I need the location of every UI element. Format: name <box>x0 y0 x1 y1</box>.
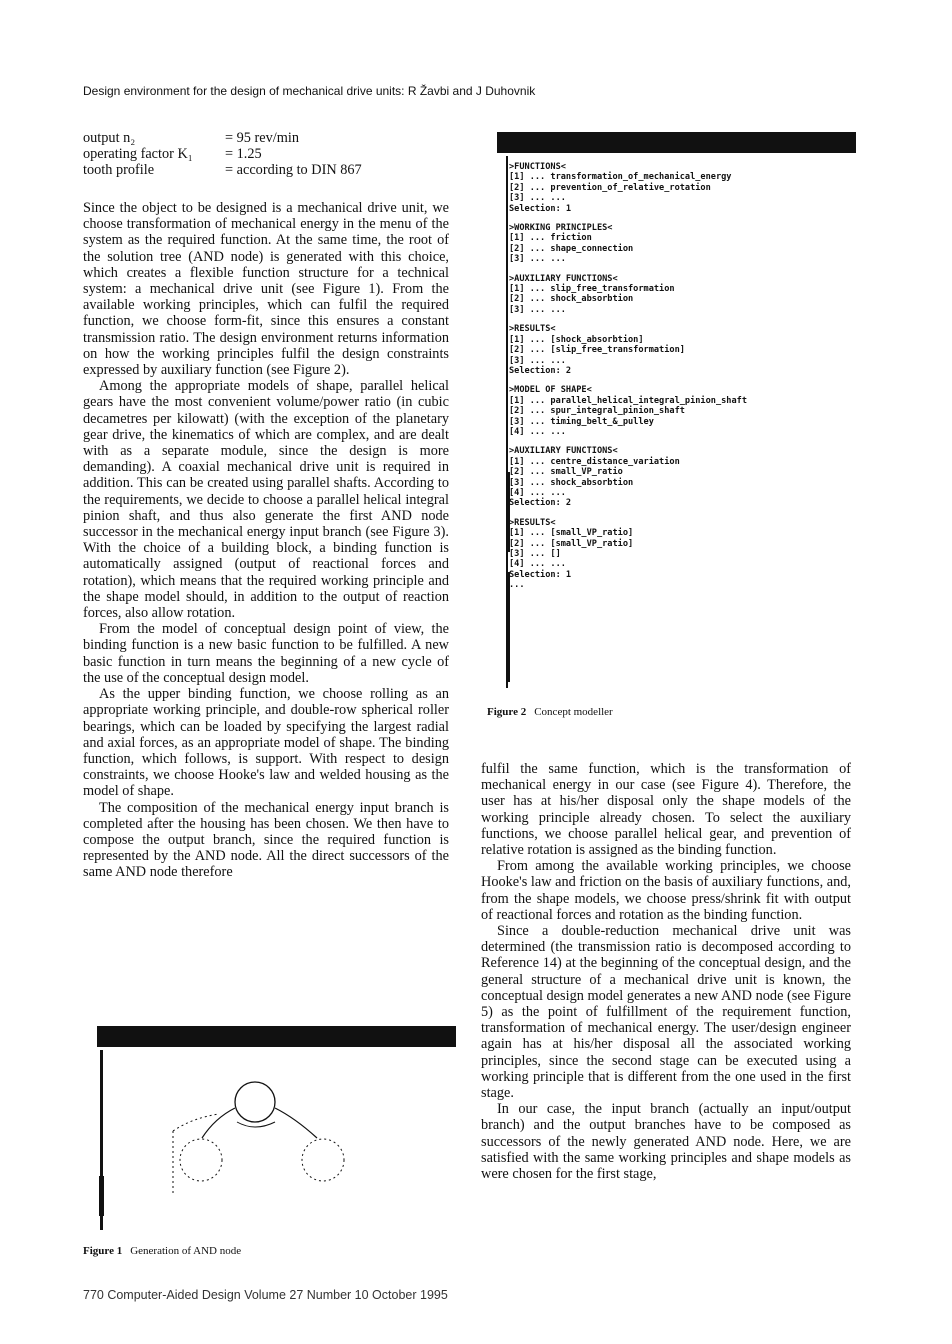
and-node-diagram <box>97 1026 456 1236</box>
terminal-line: [1] ... friction <box>509 233 592 244</box>
terminal-line: [1] ... slip_free_transformation <box>509 284 675 295</box>
spacer <box>509 509 747 518</box>
terminal-line: >MODEL OF SHAPE< <box>509 385 592 396</box>
terminal-line: >RESULTS< <box>509 517 556 528</box>
left-branch <box>202 1108 235 1138</box>
terminal-line: >FUNCTIONS< <box>509 162 566 172</box>
terminal-line: [2] ... [slip_free_transformation] <box>509 345 685 356</box>
successor-node <box>302 1139 344 1181</box>
spec-row <box>83 162 362 178</box>
terminal-line: [2] ... small_VP_ratio <box>509 467 623 478</box>
right-branch <box>275 1108 317 1138</box>
figure-2-caption <box>487 706 613 718</box>
caption-text: Generation of AND node <box>130 1245 242 1257</box>
terminal-line: [3] ... shock_absorbtion <box>509 477 634 488</box>
terminal-line: [2] ... [small_VP_ratio] <box>509 538 634 549</box>
terminal-line: [2] ... shape_connection <box>509 243 634 254</box>
paragraph: Since the object to be designed is a mechanical drive unit, we choose transformation of mechanical energy in the menu of the system as the required function. At the same time, the root of the solution tree (AND node) is generated with this choice, which creates a flexible function structure for a technical system: a mechanical drive unit (see Figure 1). From the available working principles, which can fulfil the required function, we choose form-fit, since this ensures a constant transmission ratio. The design environment returns information on how the working principles fulfil the design constraints expressed by auxiliary function (see Figure 2). <box>83 200 449 379</box>
terminal-line: Selection: 1 <box>509 203 572 214</box>
terminal-line: [4] ... ... <box>509 559 566 570</box>
terminal-line: >AUXILIARY FUNCTIONS< <box>509 446 618 457</box>
spec-key: operating factor K₁ <box>83 146 193 163</box>
terminal-line: [1] ... parallel_helical_integral_pinion_shaft <box>509 395 747 406</box>
paragraph: The composition of the mechanical energy input branch is completed after the housing has been chosen. We then have to compose the output branch, since the required function is represented by the AND node. All the direct successors of the same AND node therefore <box>83 799 449 881</box>
footer: 770 Computer-Aided Design Volume 27 Number 10 October 1995 <box>83 1288 448 1302</box>
spec-row <box>83 146 362 162</box>
terminal-line: [1] ... [shock_absorbtion] <box>509 334 644 345</box>
caption-label: Figure 1 <box>83 1245 123 1257</box>
spec-value: = according to DIN 867 <box>225 162 362 179</box>
terminal-line: [3] ... ... <box>509 254 566 265</box>
window-title-bar <box>497 132 856 153</box>
terminal-line: [3] ... ... <box>509 193 566 204</box>
successor-node <box>180 1139 222 1181</box>
spec-row <box>83 130 362 146</box>
spec-value: = 95 rev/min <box>225 130 299 146</box>
paragraph: Among the appropriate models of shape, parallel helical gears have the most convenient volume/power ratio (in cubic decametres per kilowatt) (with the exception of the planetary gear drive, the kinematics of which are complex, and are dealt with as a separate module, since the design is more demanding). A coaxial mechanical drive unit is required in addition. This can be created using parallel shafts. According to the requirements, we decide to choose a parallel helical integral pinion shaft, and thus also generate the first AND node successor in the mechanical energy input branch (see Figure 3). With the choice of a building block, a binding function is automatically assigned (output of reactional forces and rotation), which means that the required working principle and the shape model should, in addition to the output of reaction forces, also allow rotation. <box>83 378 449 622</box>
terminal-line: ... <box>509 580 525 591</box>
spec-key: tooth profile <box>83 162 155 179</box>
terminal-line: [4] ... ... <box>509 487 566 498</box>
dashed-path <box>173 1114 219 1131</box>
figure-1-caption <box>83 1245 241 1257</box>
terminal-line: [4] ... ... <box>509 426 566 437</box>
terminal-line: [1] ... centre_distance_variation <box>509 456 680 467</box>
figure-2-text <box>509 162 747 591</box>
figure-2-concept-modeller <box>497 132 856 692</box>
terminal-line: [3] ... ... <box>509 355 566 366</box>
terminal-line: Selection: 2 <box>509 365 572 376</box>
spec-table <box>83 130 362 179</box>
root-and-node <box>235 1082 275 1122</box>
spacer <box>509 315 747 324</box>
terminal-line: >WORKING PRINCIPLES< <box>509 223 613 234</box>
spacer <box>509 376 747 385</box>
terminal-line: [3] ... timing_belt_&_pulley <box>509 416 654 427</box>
caption-label: Figure 2 <box>487 706 527 718</box>
spacer <box>509 214 747 223</box>
terminal-line: >AUXILIARY FUNCTIONS< <box>509 273 618 284</box>
terminal-line: [2] ... prevention_of_relative_rotation <box>509 182 711 193</box>
terminal-line: [3] ... ... <box>509 304 566 315</box>
scrollbar-thumb <box>99 1176 104 1216</box>
and-arc <box>237 1122 275 1127</box>
paragraph: From among the available working principles, we choose Hooke's law and friction on the basis of auxiliary functions, and, from the shape models, we choose press/shrink fit with output of reactional forces and rotation as the binding function. <box>481 858 851 923</box>
terminal-line: Selection: 1 <box>509 569 572 580</box>
paragraph: fulfil the same function, which is the transformation of mechanical energy in our case (see Figure 4). Therefore, the user has at his/her disposal only the shape models of the working principle already chosen. To select the auxiliary functions, we choose parallel helical gear, and prevention of relative rotation is assigned as the binding function. <box>481 761 851 859</box>
spec-key: output n₂ <box>83 130 136 146</box>
spacer <box>509 437 747 446</box>
terminal-line: [1] ... transformation_of_mechanical_energy <box>509 172 732 183</box>
terminal-line: >RESULTS< <box>509 324 556 335</box>
left-column <box>83 200 449 881</box>
running-header: Design environment for the design of mechanical drive units: R Žavbi and J Duhovnik <box>83 84 536 98</box>
spec-value: = 1.25 <box>225 146 262 163</box>
terminal-line: [3] ... [] <box>509 549 561 559</box>
terminal-line: [2] ... shock_absorbtion <box>509 294 634 305</box>
terminal-line: [2] ... spur_integral_pinion_shaft <box>509 406 685 417</box>
paragraph: As the upper binding function, we choose rolling as an appropriate working principle, and double-row spherical roller bearings, which can be loaded by specifying the largest radial and axial forces, as an appropriate model of shape. The binding function, which follows, is support. With respect to design constraints, we choose Hooke's law and welded housing as the model of shape. <box>83 686 449 800</box>
caption-text: Concept modeller <box>534 706 613 718</box>
paragraph: In our case, the input branch (actually an input/output branch) and the output branches have to be composed as successors of the newly generated AND node. Here, we are satisfied with the same working principles and shape models as were chosen for the first stage, <box>481 1101 851 1183</box>
terminal-line: [1] ... [small_VP_ratio] <box>509 528 634 539</box>
spacer <box>509 265 747 274</box>
terminal-line: Selection: 2 <box>509 498 572 509</box>
paragraph: Since a double-reduction mechanical drive unit was determined (the transmission ratio is decomposed according to Reference 14) at the beginning of the conceptual design, and the general structure of a mechanical drive unit is known, the conceptual design model generates a new AND node (see Figure 5) as the point of fulfillment of the requirement function, transformation of mechanical energy. The user/design engineer again has at his/her disposal all the associated working principles, since the second stage can be executed using a working principle that is different from the one used in the first stage. <box>481 923 851 1102</box>
right-column <box>481 761 851 1182</box>
window-title-bar <box>97 1026 456 1047</box>
paragraph: From the model of conceptual design point of view, the binding function is a new basic function to be fulfilled. A new basic function in turn means the beginning of a new cycle of the use of the conceptual design model. <box>83 621 449 686</box>
figure-1-diagram <box>97 1026 456 1236</box>
